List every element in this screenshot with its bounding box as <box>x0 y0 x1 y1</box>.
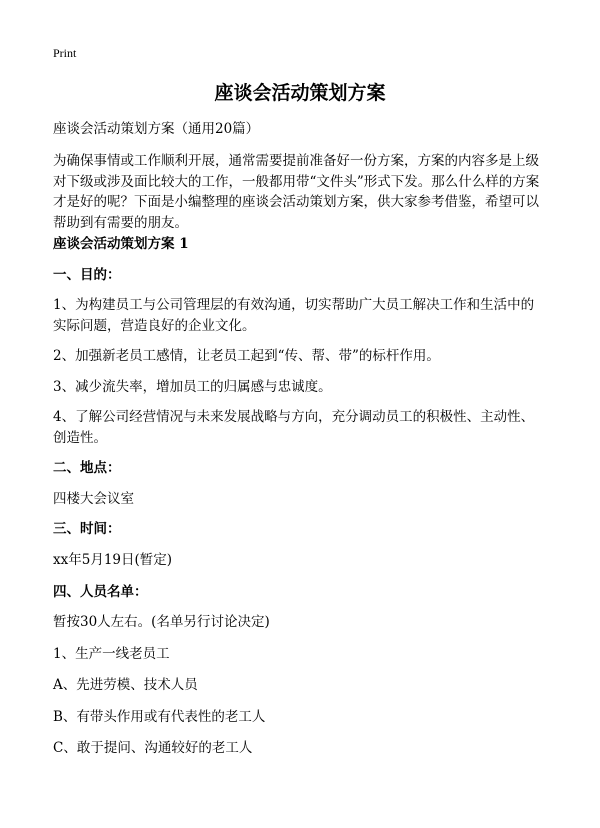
intro-line: 帮助到有需要的朋友。 <box>53 214 188 231</box>
intro-line: 才是好的呢？下面是小编整理的座谈会活动策划方案，供大家参考借鉴，希望可以 <box>53 194 539 210</box>
purpose-item-1-line: 1、为构建员工与公司管理层的有效沟通，切实帮助广大员工解决工作和生活中的 <box>53 297 535 313</box>
people-item-1: 1、生产一线老员工 <box>53 646 170 662</box>
page-title: 座谈会活动策划方案 <box>214 82 386 104</box>
people-item-c: C、敢于提问、沟通较好的老工人 <box>53 740 253 756</box>
location-value: 四楼大会议室 <box>53 491 134 507</box>
purpose-item-4 <box>53 407 547 448</box>
document-subtitle: 座谈会活动策划方案（通用20篇） <box>53 121 260 137</box>
purpose-heading: 一、目的： <box>53 267 121 283</box>
people-item-a: A、先进劳模、技术人员 <box>53 677 198 693</box>
intro-line: 为确保事情或工作顺利开展，通常需要提前准备好一份方案，方案的内容多是上级 <box>53 153 539 169</box>
intro-paragraph <box>53 151 547 233</box>
location-heading: 二、地点： <box>53 460 121 476</box>
purpose-item-1-line: 实际问题，营造良好的企业文化。 <box>53 317 256 334</box>
time-value: xx年5月19日(暂定) <box>53 552 173 568</box>
people-heading: 四、人员名单： <box>53 584 148 600</box>
purpose-item-1 <box>53 295 547 336</box>
print-label: Print <box>53 46 77 60</box>
time-heading: 三、时间： <box>53 521 121 537</box>
purpose-item-3: 3、减少流失率，增加员工的归属感与忠诚度。 <box>53 379 332 395</box>
people-note: 暂按30人左右。(名单另行讨论决定) <box>53 614 270 630</box>
people-item-b: B、有带头作用或有代表性的老工人 <box>53 709 266 725</box>
purpose-item-2: 2、加强新老员工感情，让老员工起到“传、帮、带”的标杆作用。 <box>53 348 440 364</box>
section-1-title: 座谈会活动策划方案 1 <box>53 236 189 252</box>
intro-line: 对下级或涉及面比较大的工作，一般都用带“文件头”形式下发。那么什么样的方案 <box>53 173 540 190</box>
purpose-item-4-line: 4、了解公司经营情况与未来发展战略与方向，充分调动员工的积极性、主动性、 <box>53 409 535 425</box>
purpose-item-4-line: 创造性。 <box>53 429 107 446</box>
